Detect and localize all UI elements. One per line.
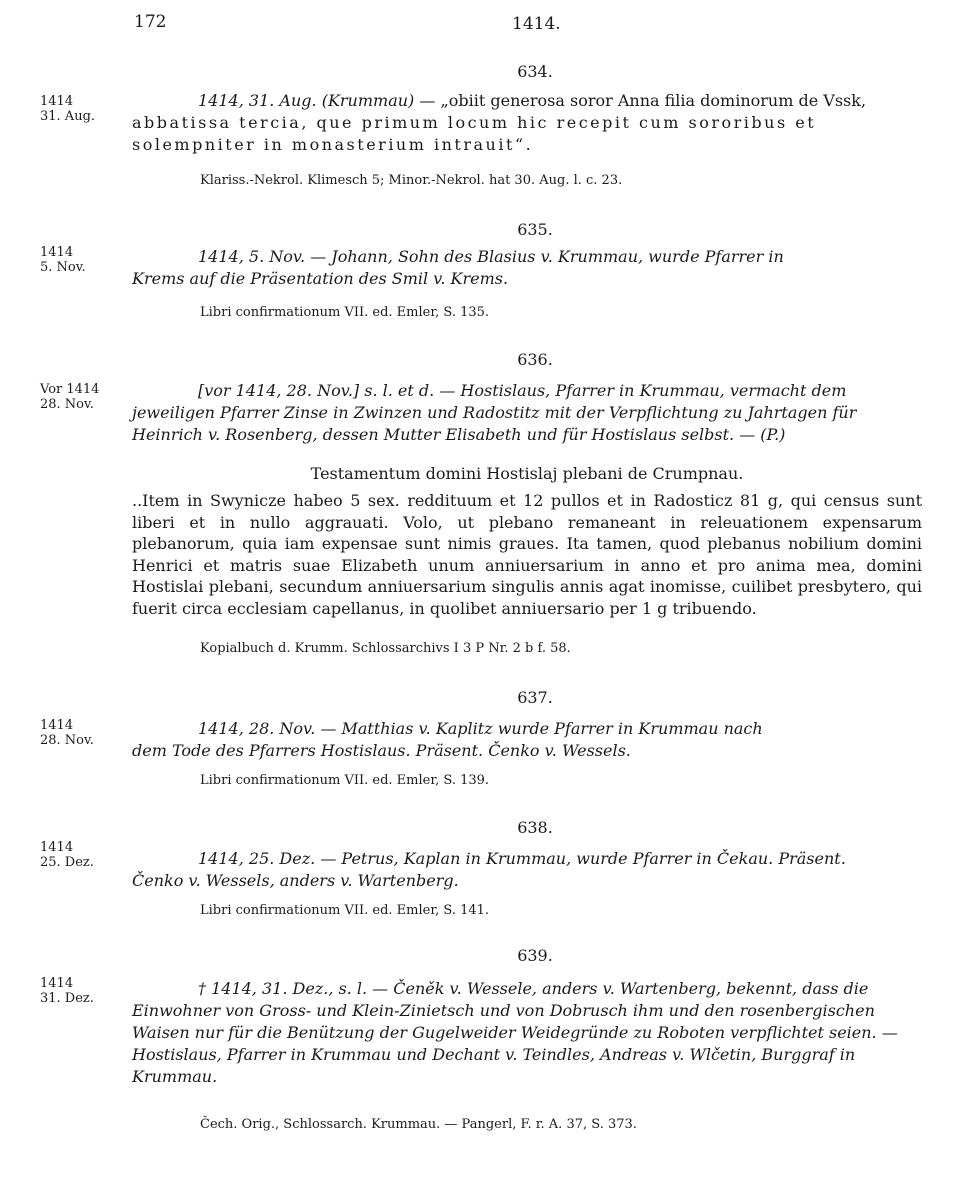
- margin-day: 28. Nov.: [40, 733, 94, 748]
- page-header: [0, 12, 960, 38]
- source-citation: Libri confirmationum VII. ed. Emler, S. 139.: [200, 773, 490, 788]
- margin-date: [40, 94, 120, 124]
- entry-number: 636.: [517, 350, 553, 369]
- entry-text-rest: Čenko v. Wessels, anders v. Wartenberg.: [132, 871, 459, 890]
- entry-text-start: — Čeněk v. Wessele, anders v. Wartenberg, bekennt, dass die: [372, 979, 869, 998]
- entry-text-rest: Einwohner von Gross- und Klein-Zinietsch und von Dobrusch ihm und den rosenbergischen Waisen nur für die Benützung der Gugelweider Weidegründe zu Roboten verpflichtet seien. — Hostislaus, Pfarrer in Krummau und Dechant v. Teindles, Andreas v. Wlčetin, Burggraf in Krummau.: [132, 1001, 898, 1086]
- entry-text: [132, 718, 922, 762]
- entry-text: [132, 90, 922, 156]
- entry-number: 635.: [517, 220, 553, 239]
- entry-number: 634.: [517, 62, 553, 81]
- entry-text-rest: dem Tode des Pfarrers Hostislaus. Präsent. Čenko v. Wessels.: [132, 741, 631, 760]
- entry-date: [vor 1414, 28. Nov.] s. l. et d.: [198, 381, 435, 400]
- entry-number: 638.: [517, 818, 553, 837]
- document-body: ..Item in Swynicze habeo 5 sex. reddituum et 12 pullos et in Radosticz 81 g, qui census sunt liberi et in nullo aggrauati. Volo, ut plebano remaneant in releuationem expensarum plebanorum, quia iam expensae sunt nimis graues. Ita tamen, quod plebanus nobilium domini Henrici et matris suae Elizabeth unum anniuersarium in anno et pro anima mea, domini Hostislai plebani, secundum anniuersarium singulis annis agat inomisse, cuilibet presbytero, qui fuerit circa ecclesiam capellanus, in quolibet anniuersario per 1 g tribuendo.: [132, 491, 922, 618]
- source-citation: Klariss.-Nekrol. Klimesch 5; Minor.-Nekrol. hat 30. Aug. l. c. 23.: [200, 173, 623, 188]
- margin-date: [40, 976, 120, 1006]
- entry-first-line: [132, 718, 922, 740]
- entry-date: 1414, 25. Dez.: [198, 849, 316, 868]
- entry-text: [132, 246, 922, 290]
- entry-text: [132, 380, 922, 446]
- entry-date: 1414, 5. Nov.: [198, 247, 306, 266]
- entry-first-line: [132, 978, 922, 1000]
- entry-text: [132, 978, 922, 1088]
- entry-text-rest: Krems auf die Präsentation des Smil v. Krems.: [132, 269, 509, 288]
- entry-number: 639.: [517, 946, 553, 965]
- margin-year: 1414: [40, 718, 74, 733]
- entry-first-line: [132, 848, 922, 870]
- entry-text-start: — Johann, Sohn des Blasius v. Krummau, wurde Pfarrer in: [310, 247, 784, 266]
- entry-date: 1414, 28. Nov.: [198, 719, 316, 738]
- margin-day: 5. Nov.: [40, 260, 86, 275]
- entry-date: 1414, 31. Aug. (Krummau): [198, 91, 415, 110]
- running-head: 1414.: [512, 14, 561, 34]
- margin-year: 1414: [40, 245, 74, 260]
- entry-first-line: [132, 90, 922, 112]
- margin-day: 28. Nov.: [40, 397, 94, 412]
- entry-text-start: — Hostislaus, Pfarrer in Krummau, vermacht dem: [439, 381, 847, 400]
- margin-date: [40, 245, 120, 275]
- source-citation: Čech. Orig., Schlossarch. Krummau. — Pangerl, F. r. A. 37, S. 373.: [200, 1117, 637, 1132]
- entry-text-start: — Matthias v. Kaplitz wurde Pfarrer in Krummau nach: [320, 719, 763, 738]
- page-number: 172: [134, 12, 167, 32]
- entry-text-start: — Petrus, Kaplan in Krummau, wurde Pfarrer in Čekau. Präsent.: [320, 849, 846, 868]
- entry-first-line: [132, 246, 922, 268]
- entry-first-line: [132, 380, 922, 402]
- margin-year: Vor 1414: [40, 382, 100, 397]
- margin-year: 1414: [40, 840, 74, 855]
- margin-year: 1414: [40, 94, 74, 109]
- margin-date: [40, 840, 120, 870]
- margin-date: [40, 382, 120, 412]
- margin-year: 1414: [40, 976, 74, 991]
- entry-text-start: — „obiit generosa soror Anna filia dominorum de Vssk,: [419, 91, 867, 110]
- entry-text: [132, 848, 922, 892]
- entry-date: † 1414, 31. Dez., s. l.: [198, 979, 368, 998]
- margin-day: 25. Dez.: [40, 855, 94, 870]
- source-citation: Libri confirmationum VII. ed. Emler, S. 141.: [200, 903, 490, 918]
- entry-text-rest: jeweiligen Pfarrer Zinse in Zwinzen und Radostitz mit der Verpflichtung zu Jahrtagen für Heinrich v. Rosenberg, dessen Mutter Elisabeth und für Hostislaus selbst. — (P.): [132, 403, 857, 444]
- margin-date: [40, 718, 120, 748]
- document-title: Testamentum domini Hostislaj plebani de Crumpnau.: [310, 464, 744, 483]
- source-citation: Kopialbuch d. Krumm. Schlossarchivs I 3 P Nr. 2 b f. 58.: [200, 641, 571, 656]
- margin-day: 31. Aug.: [40, 109, 96, 124]
- source-citation: Libri confirmationum VII. ed. Emler, S. 135.: [200, 305, 490, 320]
- entry-text-rest: abbatissa tercia, que primum locum hic recepit cum sororibus et solempniter in monasterium intrauit“.: [132, 113, 817, 154]
- margin-day: 31. Dez.: [40, 991, 94, 1006]
- entry-number: 637.: [517, 688, 553, 707]
